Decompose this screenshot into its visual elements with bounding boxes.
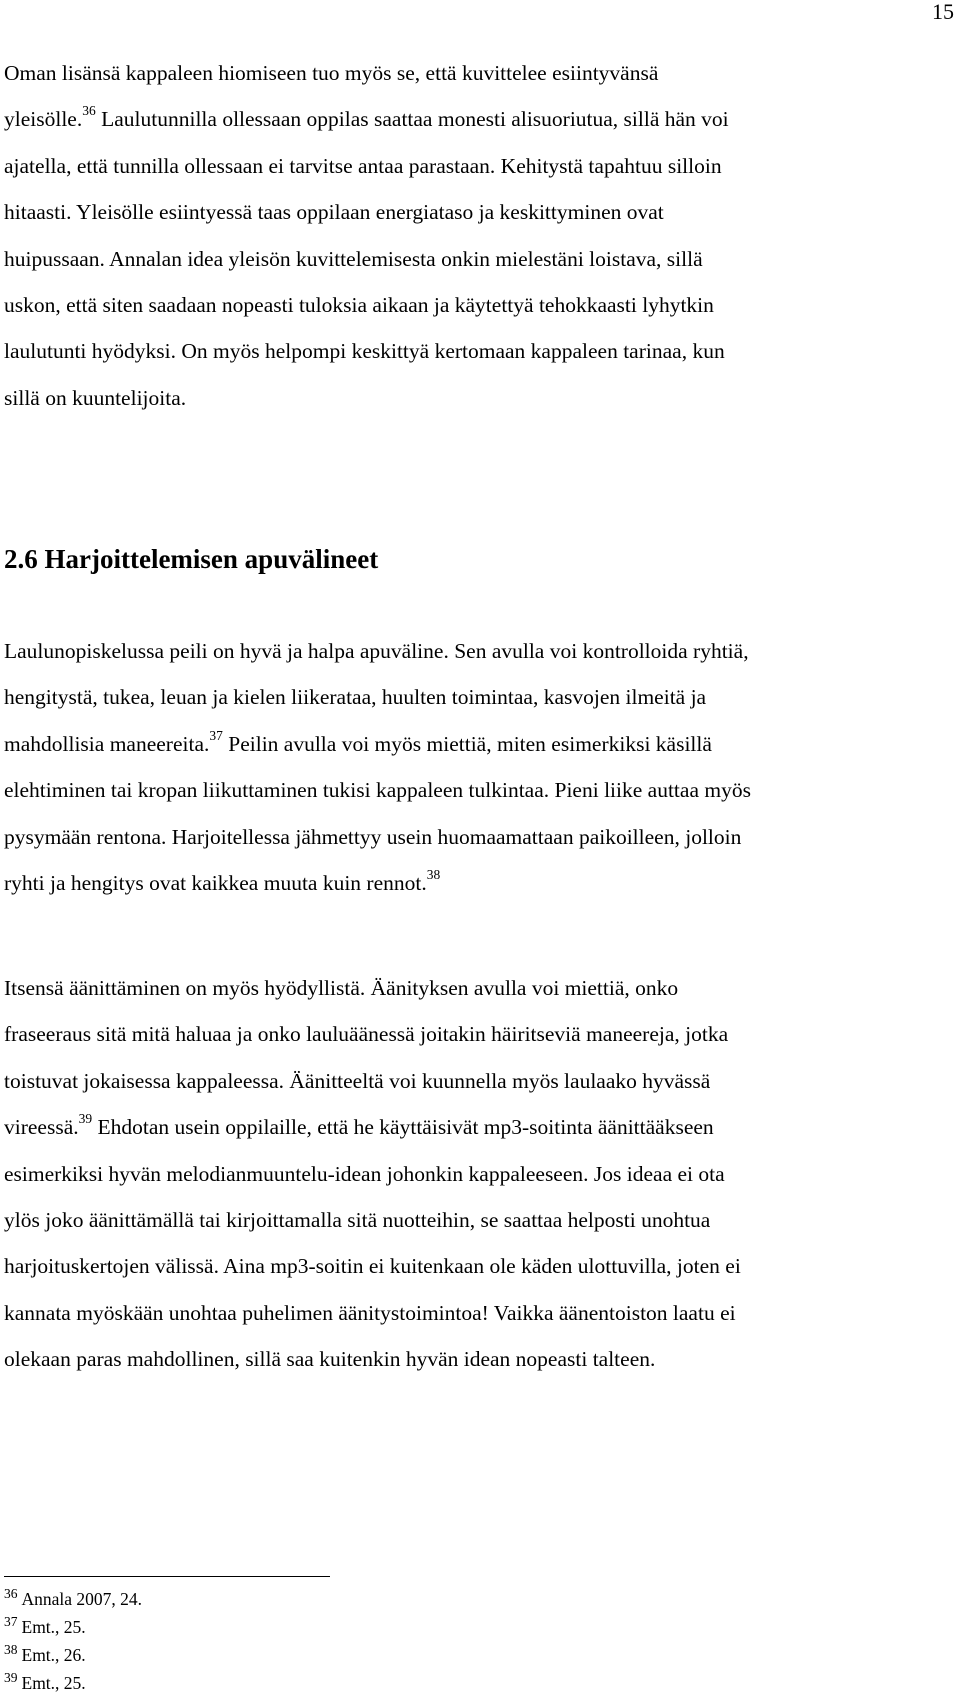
footnote-text: Annala 2007, 24. — [21, 1589, 143, 1609]
footnote-reference[interactable]: 38 — [426, 867, 441, 883]
footnote-text: Emt., 25. — [21, 1673, 86, 1693]
footnote-item — [4, 1641, 142, 1669]
footnote-number: 37 — [4, 1614, 18, 1629]
text-line: sillä on kuuntelijoita. — [4, 385, 187, 410]
text-line: hengitystä, tukea, leuan ja kielen liikerataa, huulten toimintaa, kasvojen ilmeitä ja — [4, 685, 707, 710]
paragraph-imagining-audience — [4, 50, 939, 421]
footnote-reference[interactable]: 36 — [82, 103, 96, 119]
paragraph-mirror — [4, 628, 939, 906]
text-line: hitaasti. Yleisölle esiintyessä taas oppilaan energiataso ja keskittyminen ovat — [4, 200, 664, 225]
text-line: elehtiminen tai kropan liikuttaminen tukisi kappaleen tulkintaa. Pieni liike auttaa myös — [4, 778, 751, 803]
text-line: fraseeraus sitä mitä haluaa ja onko lauluäänessä joitakin häiritseviä maneereja, jotka — [4, 1022, 729, 1047]
text-line: toistuvat jokaisessa kappaleessa. Äänitteeltä voi kuunnella myös laulaako hyvässä — [4, 1068, 711, 1093]
text-line: uskon, että siten saadaan nopeasti tuloksia aikaan ja käytettyä tehokkaasti lyhytkin — [4, 293, 714, 318]
text-line: Itsensä äänittäminen on myös hyödyllistä. Äänityksen avulla voi miettiä, onko — [4, 976, 679, 1000]
text-line: ryhti ja hengitys ovat kaikkea muuta kuin rennot.$^{38}$ — [4, 867, 441, 896]
text-line: huipussaan. Annalan idea yleisön kuvittelemisesta onkin mielestäni loistava, sillä — [4, 246, 703, 271]
footnote-reference[interactable]: 37 — [209, 727, 223, 743]
footnote-item — [4, 1585, 142, 1613]
text-line: mahdollisia maneereita.$^{37}$ Peilin avulla voi myös miettiä, miten esimerkiksi käsillä — [4, 727, 712, 756]
text-line: ajatella, että tunnilla ollessaan ei tarvitse antaa parastaan. Kehitystä tapahtuu silloin — [4, 153, 722, 178]
footnote-separator — [4, 1576, 330, 1577]
footnote-reference[interactable]: 39 — [78, 1111, 93, 1127]
text-line: ylös joko äänittämällä tai kirjoittamalla sitä nuotteihin, se saattaa helposti unohtua — [4, 1208, 711, 1233]
text-line: Oman lisänsä kappaleen hiomiseen tuo myös se, että kuvittelee esiintyvänsä — [4, 61, 659, 85]
footnote-number: 39 — [4, 1670, 18, 1685]
footnote-number: 36 — [4, 1586, 18, 1601]
section-heading: 2.6 Harjoittelemisen apuvälineet — [4, 544, 379, 574]
page-number: 15 — [932, 0, 954, 24]
text-line: laulutunti hyödyksi. On myös helpompi keskittyä kertomaan kappaleen tarinaa, kun — [4, 339, 725, 364]
text-line: esimerkiksi hyvän melodianmuuntelu-idean johonkin kappaleeseen. Jos ideaa ei ota — [4, 1161, 725, 1186]
footnote-item — [4, 1613, 142, 1641]
footnote-number: 38 — [4, 1642, 18, 1657]
footnote-item — [4, 1669, 142, 1697]
text-line: harjoituskertojen välissä. Aina mp3-soitin ei kuitenkaan ole käden ulottuvilla, joten ei — [4, 1254, 741, 1279]
text-line: vireessä.$^{39}$ Ehdotan usein oppilaille, että he käyttäisivät mp3-soitinta äänittääkseen — [4, 1111, 714, 1140]
paragraph-recording — [4, 965, 939, 1383]
footnote-text: Emt., 25. — [21, 1617, 86, 1637]
footnote-text: Emt., 26. — [21, 1645, 86, 1665]
text-line: Laulunopiskelussa peili on hyvä ja halpa apuväline. Sen avulla voi kontrolloida ryhtiä, — [4, 639, 749, 663]
text-line: yleisölle.$^{36}$ Laulutunnilla ollessaan oppilas saattaa monesti alisuoriutua, sillä hän voi — [4, 103, 729, 132]
text-line: olekaan paras mahdollinen, sillä saa kuitenkin hyvän idean nopeasti talteen. — [4, 1347, 656, 1372]
text-line: kannata myöskään unohtaa puhelimen äänitystoimintoa! Vaikka äänentoiston laatu ei — [4, 1300, 736, 1325]
text-line: pysymään rentona. Harjoitellessa jähmettyy usein huomaamattaan paikoilleen, jolloin — [4, 824, 742, 849]
footnote-list — [4, 1585, 142, 1697]
